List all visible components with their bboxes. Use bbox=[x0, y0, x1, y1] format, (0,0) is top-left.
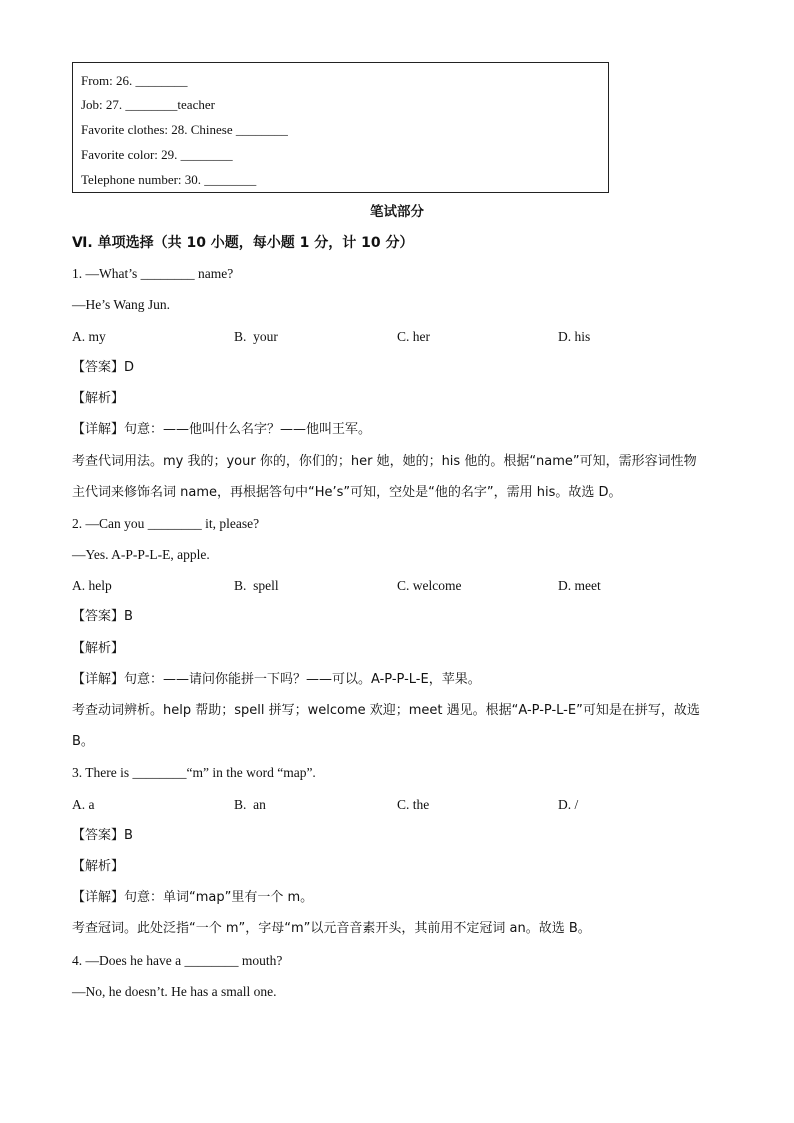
q3-explanation-line: 考查冠词。此处泛指“一个 m”，字母“m”以元音音素开头，其前用不定冠词 an。故选 B。 bbox=[72, 921, 591, 936]
info-line-color: Favorite color: 29. ________ bbox=[81, 147, 233, 162]
q2-explanation-line: 考查动词辨析。help 帮助；spell 拼写；welcome 欢迎；meet 遇见。根据“A-P-P-L-E”可知是在拼写，故选 bbox=[72, 703, 700, 718]
q1-option-d: D. his bbox=[558, 329, 591, 344]
section-heading: Ⅵ. 单项选择（共 10 小题，每小题 1 分，计 10 分） bbox=[72, 235, 414, 251]
info-line-telephone: Telephone number: 30. ________ bbox=[81, 172, 257, 187]
info-line-clothes: Favorite clothes: 28. Chinese ________ bbox=[81, 122, 288, 137]
q3-answer: 【答案】B bbox=[72, 828, 133, 843]
q3-option-c: C. the bbox=[397, 797, 430, 812]
question-2-reply: —Yes. A-P-P-L-E, apple. bbox=[72, 547, 210, 562]
info-line-from: From: 26. ________ bbox=[81, 73, 188, 88]
question-4-reply: —No, he doesn’t. He has a small one. bbox=[72, 984, 277, 999]
q3-option-a: A. a bbox=[72, 797, 95, 812]
section-title: 笔试部分 bbox=[370, 204, 424, 220]
question-3-stem: 3. There is ________“m” in the word “map”. bbox=[72, 765, 316, 780]
q1-detail: 【详解】句意：——他叫什么名字？——他叫王军。 bbox=[72, 422, 372, 437]
q2-option-a: A. help bbox=[72, 578, 112, 593]
q2-answer: 【答案】B bbox=[72, 609, 133, 624]
q3-option-b: B. an bbox=[234, 797, 266, 812]
q1-option-c: C. her bbox=[397, 329, 430, 344]
q3-option-d: D. / bbox=[558, 797, 579, 812]
info-line-job: Job: 27. ________teacher bbox=[81, 97, 215, 112]
q2-explanation-line: B。 bbox=[72, 734, 94, 749]
q1-answer: 【答案】D bbox=[72, 360, 135, 375]
q3-detail: 【详解】句意：单词“map”里有一个 m。 bbox=[72, 890, 314, 905]
q1-option-b: B. your bbox=[234, 329, 278, 344]
q1-option-a: A. my bbox=[72, 329, 106, 344]
q1-analysis-label: 【解析】 bbox=[72, 391, 125, 406]
q2-detail: 【详解】句意：——请问你能拼一下吗？——可以。A-P-P-L-E，苹果。 bbox=[72, 672, 481, 687]
q1-explanation-line: 主代词来修饰名词 name，再根据答句中“He’s”可知，空处是“他的名字”，需用 his。故选 D。 bbox=[72, 485, 622, 500]
q2-option-b: B. spell bbox=[234, 578, 279, 593]
question-1-stem: 1. —What’s ________ name? bbox=[72, 266, 234, 281]
question-4-stem: 4. —Does he have a ________ mouth? bbox=[72, 953, 283, 968]
q2-option-c: C. welcome bbox=[397, 578, 462, 593]
q2-analysis-label: 【解析】 bbox=[72, 641, 125, 656]
info-table bbox=[72, 62, 609, 193]
question-2-stem: 2. —Can you ________ it, please? bbox=[72, 516, 260, 531]
question-1-reply: —He’s Wang Jun. bbox=[72, 297, 171, 312]
q2-option-d: D. meet bbox=[558, 578, 601, 593]
q3-analysis-label: 【解析】 bbox=[72, 859, 125, 874]
q1-explanation-line: 考查代词用法。my 我的；your 你的，你们的；her 她，她的；his 他的。根据“name”可知，需形容词性物 bbox=[72, 454, 697, 469]
